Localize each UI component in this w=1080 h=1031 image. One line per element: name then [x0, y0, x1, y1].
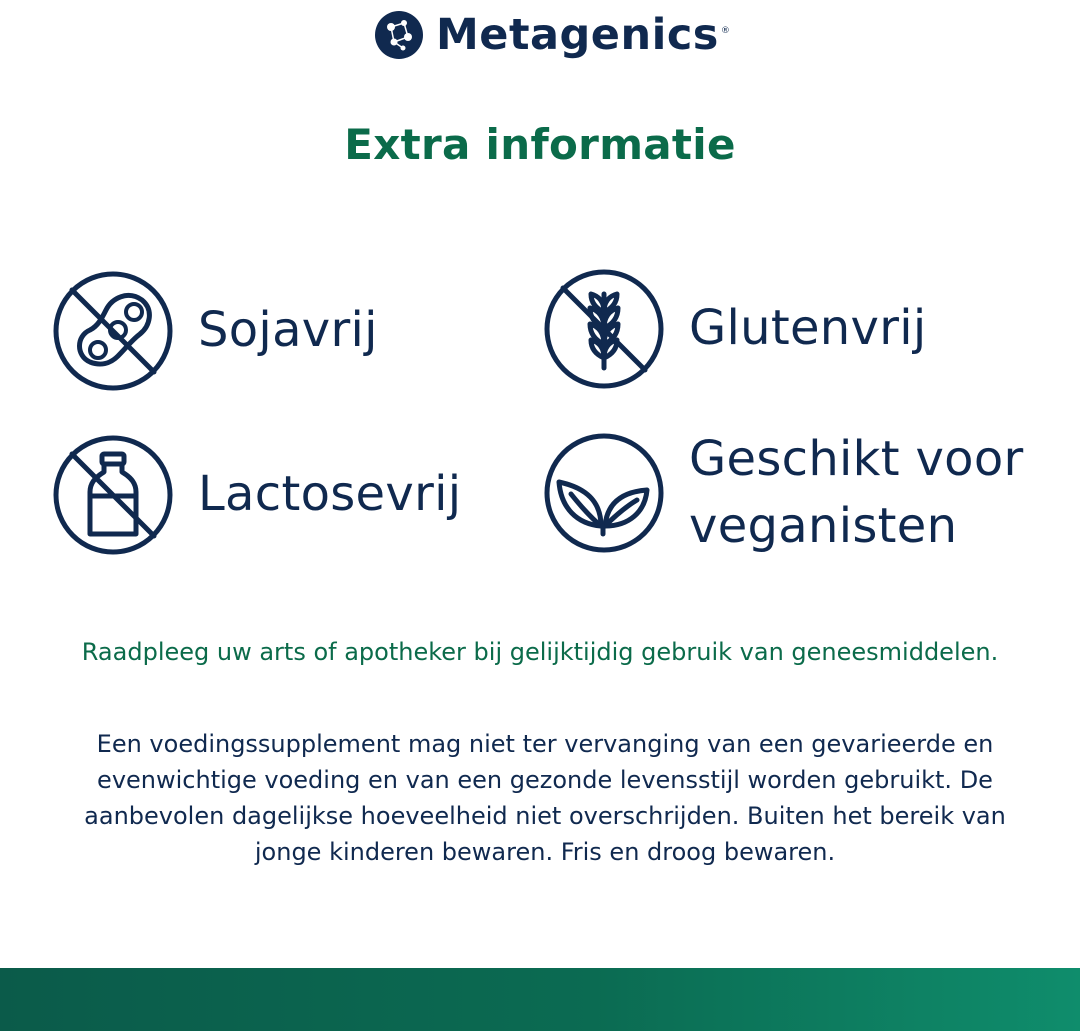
- feature-lactose-free: [52, 434, 461, 556]
- no-soy-icon: [52, 270, 174, 392]
- no-lactose-icon: [52, 434, 174, 556]
- advice-text: Raadpleeg uw arts of apotheker bij gelijktijdig gebruik van geneesmiddelen.: [81, 638, 999, 666]
- feature-label: Glutenvrij: [689, 300, 927, 357]
- vegan-leaves-icon: [543, 432, 665, 554]
- disclaimer-text: Een voedingssupplement mag niet ter vervanging van een gevarieerde en evenwichtige voeding en van een gezonde levensstijl worden gebruikt. De aanbevolen dagelijkse hoeveelheid niet overschrijden. Buiten het bereik van jonge kinderen bewaren. Fris en droog bewaren.: [84, 730, 1006, 866]
- feature-label: Lactosevrij: [198, 466, 462, 523]
- feature-label: Geschikt voor veganisten: [689, 431, 1024, 555]
- no-gluten-icon: [543, 268, 665, 390]
- feature-vegan: [543, 426, 1029, 560]
- feature-soy-free: [52, 270, 378, 392]
- brand-logo: [374, 6, 730, 64]
- feature-label: Sojavrij: [198, 302, 378, 359]
- molecule-logo-icon: [374, 10, 424, 60]
- page-title: Extra informatie: [344, 120, 736, 169]
- feature-gluten-free: [543, 268, 927, 390]
- brand-name: Metagenics ®: [436, 9, 731, 60]
- registered-mark: ®: [720, 26, 731, 37]
- footer-band: [0, 968, 1080, 1031]
